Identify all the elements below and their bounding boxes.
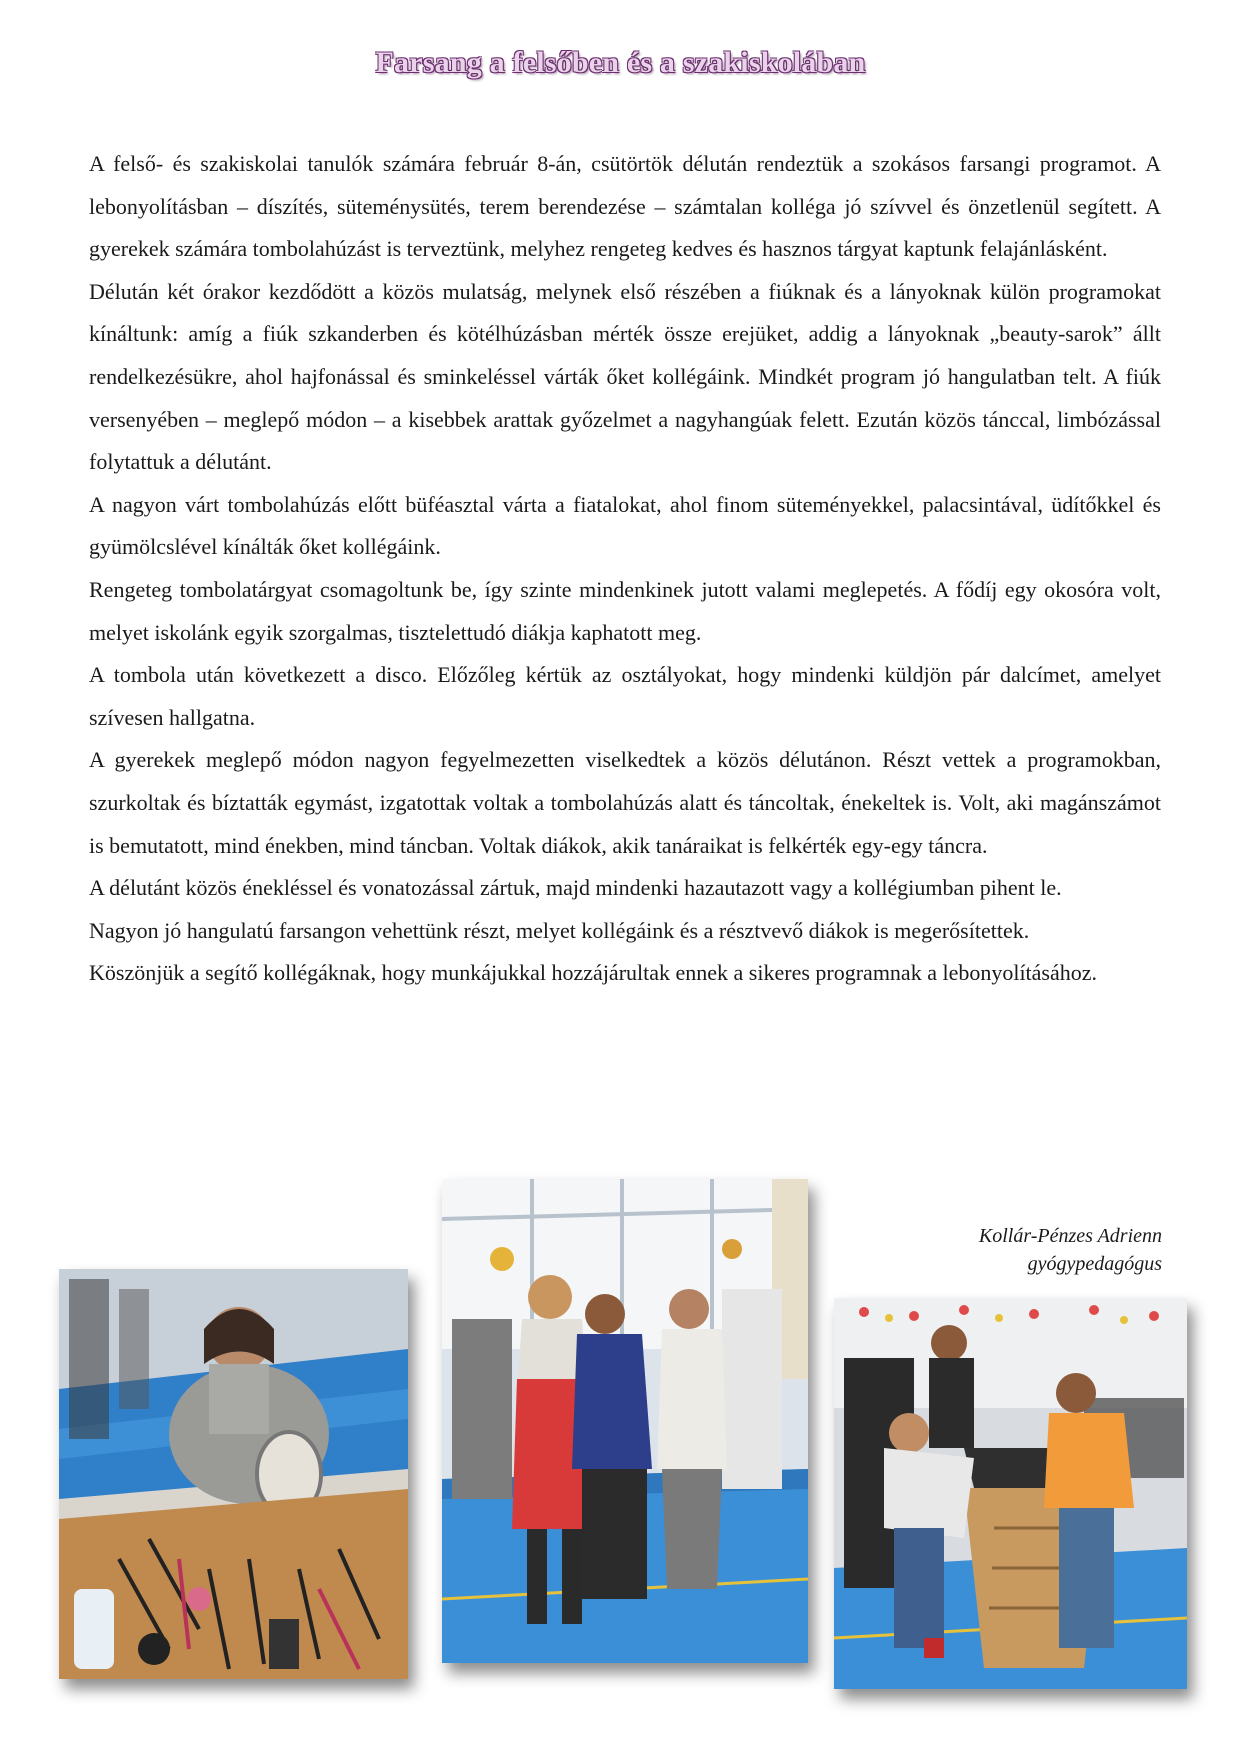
page-title: Farsang a felsőben és a szakiskolában	[375, 46, 866, 79]
paragraph: A délutánt közös énekléssel és vonatozással zártuk, majd mindenki hazautazott vagy a kollégiumban pihent le.	[89, 875, 1062, 901]
paragraph: A tombola után következett a disco. Előzőleg kértük az osztályokat, hogy mindenki küldjön pár dalcímet, amelyet szívesen hallgatna.	[89, 662, 1161, 730]
author-name: Kollár-Pénzes Adrienn	[978, 1225, 1162, 1247]
photo-arm-wrestling	[834, 1298, 1187, 1689]
photo-dancing	[442, 1179, 808, 1663]
author-role: gyógypedagógus	[1027, 1253, 1162, 1275]
author-signature	[979, 1222, 1162, 1278]
photo-makeup-corner	[59, 1269, 408, 1679]
paragraph: A gyerekek meglepő módon nagyon fegyelmezetten viselkedtek a közös délutánon. Részt vettek a programokban, szurkoltak és bíztatták egymást, izgatottak voltak a tombolahúzás alatt és táncoltak, énekeltek is. Volt, aki magánszámot is bemutatott, mind énekben, mind táncban. Voltak diákok, akik tanáraikat is felkérték egy-egy táncra.	[89, 747, 1161, 858]
article-body	[89, 143, 1161, 995]
paragraph: Nagyon jó hangulatú farsangon vehettünk részt, melyet kollégáink és a résztvevő diákok is megerősítettek.	[89, 917, 1030, 943]
paragraph: A felső- és szakiskolai tanulók számára február 8-án, csütörtök délután rendeztük a szokásos farsangi programot. A lebonyolításban – díszítés, süteménysütés, terem berendezése – számtalan kolléga jó szívvel és önzetlenül segített. A gyerekek számára tombolahúzást is terveztünk, melyhez rengeteg kedves és hasznos tárgyat kaptunk felajánlásként.	[89, 151, 1161, 262]
paragraph: A nagyon várt tombolahúzás előtt büféasztal várta a fiatalokat, ahol finom süteményekkel, palacsintával, üdítőkkel és gyümölcslével kínálták őket kollégáink.	[89, 491, 1161, 560]
paragraph: Köszönjük a segítő kollégáknak, hogy munkájukkal hozzájárultak ennek a sikeres programnak a lebonyolításához.	[89, 960, 1098, 986]
paragraph: Délután két órakor kezdődött a közös mulatság, melynek első részében a fiúknak és a lányoknak külön programokat kínáltunk: amíg a fiúk szkanderben és kötélhúzásban mérték össze erejüket, addig a lányoknak „beauty-sarok” állt rendelkezésükre, ahol hajfonással és sminkeléssel várták őket kollégáink. Mindkét program jó hangulatban telt. A fiúk versenyében – meglepő módon – a kisebbek arattak győzelmet a nagyhangúak felett. Ezután közös tánccal, limbózással folytattuk a délutánt.	[89, 278, 1161, 475]
paragraph: Rengeteg tombolatárgyat csomagoltunk be, így szinte mindenkinek jutott valami meglepetés. A fődíj egy okosóra volt, melyet iskolánk egyik szorgalmas, tisztelettudó diákja kaphatott meg.	[89, 576, 1161, 645]
